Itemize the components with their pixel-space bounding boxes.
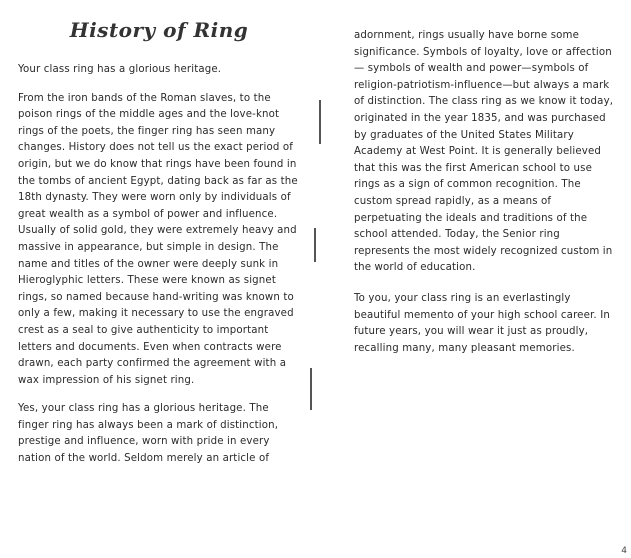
binding-mark <box>319 100 321 144</box>
left-column <box>18 18 300 480</box>
intro-paragraph: Your class ring has a glorious heritage. <box>18 64 222 75</box>
binding-mark <box>310 368 312 410</box>
history-paragraph: From the iron bands of the Roman slaves, to the poison rings of the middle ages and the love-knot rings of the poets, the finger ring has seen many changes. History does not tell us the exact period of origin, but we do know that rings have been found in the tombs of ancient Egypt, dating back as far as the 18th dynasty. They were worn only by individuals of great wealth as a symbol of power and influence. Usually of solid gold, they were extremely heavy and massive in appearance, but simple in design. The name and titles of the owner were deeply sunk in Hieroglyphic letters. These were known as signet rings, so named because hand-writing was known to only a few, making it necessary to use the engraved crest as a seal to give authenticity to important letters and documents. Even when contracts were drawn, each party confirmed the agreement with a wax impression of his signet ring. <box>18 92 298 386</box>
heritage-paragraph: Yes, your class ring has a glorious heritage. The finger ring has always been a mark of distinction, prestige and influence, worn with pride in every nation of the world. Seldom merely an article of <box>18 403 279 465</box>
page-number: 4 <box>621 546 627 556</box>
page-title: History of Ring <box>69 18 249 42</box>
adornment-paragraph: adornment, rings usually have borne some significance. Symbols of loyalty, love or affection — symbols of wealth and power—symbols of religion-patriotism-influence—but always a mark of distinction. The class ring as we know it today, originated in the year 1835, and was purchased by graduates of the United States Military Academy at West Point. It is generally believed that this was the first American school to use rings as a sign of common recognition. The custom spread rapidly, as a means of perpetuating the ideals and traditions of the school attended. Today, the Senior ring represents the most widely recognized custom in the world of education. <box>354 30 614 274</box>
right-column <box>354 28 618 371</box>
closing-paragraph: To you, your class ring is an everlastingly beautiful memento of your high school career. In future years, you will wear it just as proudly, recalling many, many pleasant memories. <box>354 292 610 354</box>
binding-mark <box>314 228 316 262</box>
